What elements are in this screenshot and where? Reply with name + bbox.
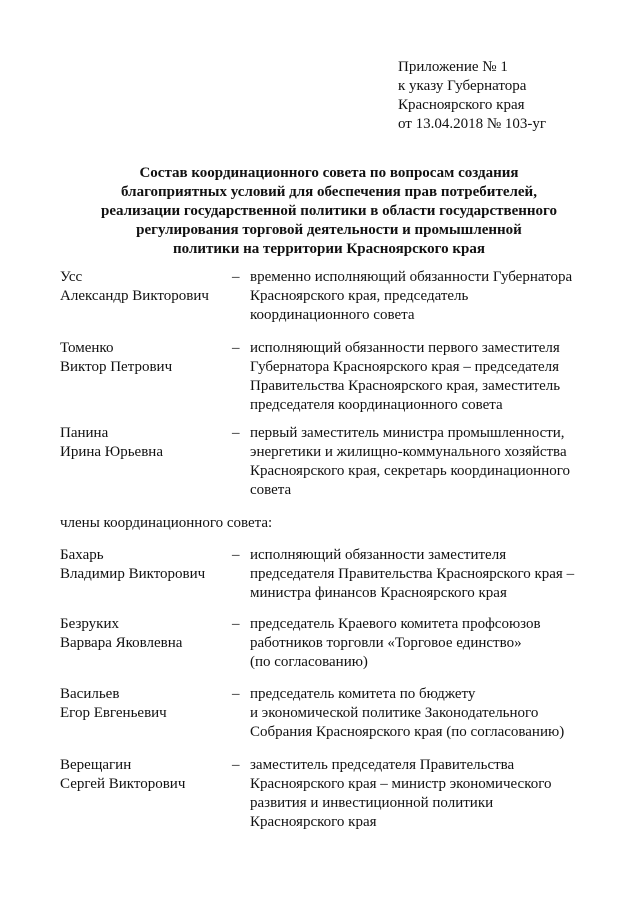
person-given-names: Сергей Викторович (60, 776, 186, 792)
role-line: председателя Правительства Красноярского края – (250, 566, 575, 582)
person-role (250, 339, 610, 415)
person-name (60, 339, 230, 377)
dash-separator: – (232, 757, 240, 773)
annex-line: к указу Губернатора (398, 78, 527, 94)
person-role (250, 546, 610, 603)
person-surname: Томенко (60, 340, 114, 356)
role-line: энергетики и жилищно-коммунального хозяйства (250, 444, 567, 460)
person-surname: Панина (60, 425, 109, 441)
person-given-names: Виктор Петрович (60, 359, 173, 375)
person-name (60, 268, 230, 306)
role-line: Красноярского края, секретарь координационного (250, 463, 571, 479)
person-role (250, 615, 610, 672)
role-line: заместитель председателя Правительства (250, 757, 515, 773)
title-line: Состав координационного совета по вопросам создания (139, 165, 519, 181)
dash-separator: – (232, 425, 240, 441)
role-line: Губернатора Красноярского края – председателя (250, 359, 559, 375)
role-line: Красноярского края, председатель (250, 288, 469, 304)
role-line: координационного совета (250, 307, 415, 323)
role-line: председателя координационного совета (250, 397, 503, 413)
person-given-names: Варвара Яковлевна (60, 635, 183, 651)
person-surname: Верещагин (60, 757, 132, 773)
dash-separator: – (232, 269, 240, 285)
dash-separator: – (232, 686, 240, 702)
role-line: первый заместитель министра промышленности, (250, 425, 565, 441)
person-role (250, 424, 610, 500)
role-line: совета (250, 482, 292, 498)
person-given-names: Владимир Викторович (60, 566, 206, 582)
role-line: Красноярского края – министр экономического (250, 776, 552, 792)
role-line: (по согласованию) (250, 654, 368, 670)
title-line: регулирования торговой деятельности и промышленной (136, 222, 522, 238)
role-line: Собрания Красноярского края (по согласованию) (250, 724, 565, 740)
role-line: развития и инвестиционной политики (250, 795, 494, 811)
dash-separator: – (232, 616, 240, 632)
person-given-names: Александр Викторович (60, 288, 209, 304)
role-line: исполняющий обязанности первого заместителя (250, 340, 560, 356)
person-name (60, 424, 230, 462)
role-line: исполняющий обязанности заместителя (250, 547, 507, 563)
person-surname: Усс (60, 269, 83, 285)
title-line: благоприятных условий для обеспечения прав потребителей, (121, 184, 537, 200)
person-role (250, 685, 610, 742)
role-line: временно исполняющий обязанности Губернатора (250, 269, 573, 285)
title-line: реализации государственной политики в области государственного (101, 203, 557, 219)
annex-line: от 13.04.2018 № 103-уг (398, 116, 547, 132)
annex-line: Приложение № 1 (398, 59, 508, 75)
person-surname: Безруких (60, 616, 119, 632)
role-line: Красноярского края (250, 814, 377, 830)
annex-header (398, 58, 546, 134)
role-line: министра финансов Красноярского края (250, 585, 507, 601)
person-role (250, 756, 610, 832)
person-surname: Бахарь (60, 547, 104, 563)
role-line: Правительства Красноярского края, заместитель (250, 378, 561, 394)
document-title (60, 164, 598, 259)
person-name (60, 756, 230, 794)
person-given-names: Ирина Юрьевна (60, 444, 163, 460)
person-name (60, 685, 230, 723)
members-heading: члены координационного совета: (60, 515, 273, 531)
person-name (60, 546, 230, 584)
role-line: работников торговли «Торговое единство» (250, 635, 522, 651)
role-line: председатель комитета по бюджету (250, 686, 476, 702)
title-line: политики на территории Красноярского края (173, 241, 485, 257)
person-surname: Васильев (60, 686, 120, 702)
role-line: председатель Краевого комитета профсоюзов (250, 616, 541, 632)
person-given-names: Егор Евгеньевич (60, 705, 167, 721)
person-role (250, 268, 610, 325)
dash-separator: – (232, 340, 240, 356)
annex-line: Красноярского края (398, 97, 525, 113)
dash-separator: – (232, 547, 240, 563)
person-name (60, 615, 230, 653)
role-line: и экономической политике Законодательного (250, 705, 539, 721)
